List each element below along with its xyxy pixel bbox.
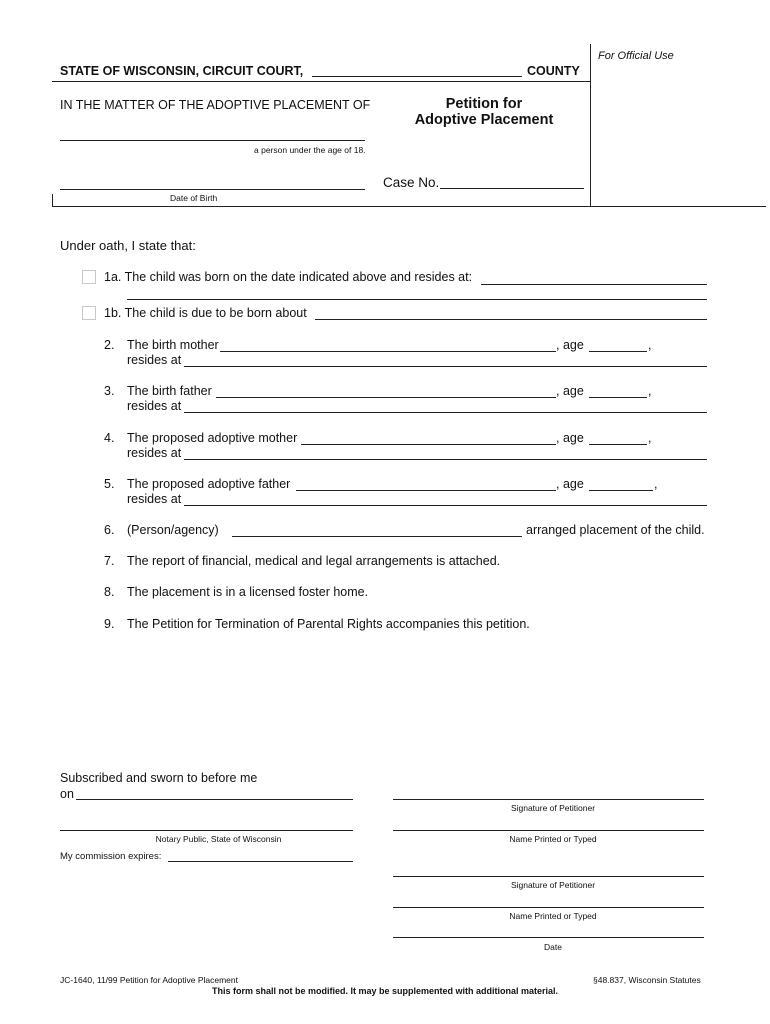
- adoptive-mother-name-field[interactable]: [301, 444, 556, 445]
- item-1b-date-field[interactable]: [315, 319, 707, 320]
- item-8-text: The placement is in a licensed foster home.: [127, 585, 369, 599]
- birth-mother-age-field[interactable]: [589, 351, 647, 352]
- item-5-age-label: , age: [556, 477, 584, 491]
- petitioner-2-name-label: Name Printed or Typed: [509, 911, 597, 921]
- signature-date-field[interactable]: [393, 937, 704, 938]
- adoptive-father-name-field[interactable]: [296, 490, 556, 491]
- petitioner-1-name-label: Name Printed or Typed: [509, 834, 597, 844]
- adoptive-father-address-field[interactable]: [184, 505, 707, 506]
- birth-father-name-field[interactable]: [216, 397, 556, 398]
- statute-reference: §48.837, Wisconsin Statutes: [593, 975, 701, 985]
- petitioner-1-name-field[interactable]: [393, 830, 704, 831]
- official-use-divider: [590, 44, 591, 206]
- item-3-text: The birth father: [127, 384, 212, 398]
- county-name-field[interactable]: [312, 76, 522, 77]
- item-1b-text: 1b. The child is due to be born about: [104, 306, 307, 320]
- state-court-label: STATE OF WISCONSIN, CIRCUIT COURT,: [60, 64, 304, 78]
- item-5-comma: ,: [654, 477, 658, 491]
- on-label: on: [60, 787, 74, 801]
- title-line-2: Adoptive Placement: [414, 112, 554, 128]
- item-9-number: 9.: [104, 617, 115, 631]
- item-3-resides-label: resides at: [127, 399, 182, 413]
- header-divider: [52, 81, 590, 82]
- birth-mother-name-field[interactable]: [220, 351, 556, 352]
- commission-expires-field[interactable]: [168, 861, 353, 862]
- item-2-text: The birth mother: [127, 338, 219, 352]
- item-1b-checkbox[interactable]: [82, 306, 96, 320]
- item-6-text: (Person/agency): [127, 523, 219, 537]
- adoptive-mother-address-field[interactable]: [184, 459, 707, 460]
- item-1a-address-line-2[interactable]: [127, 299, 707, 300]
- item-5-text: The proposed adoptive father: [127, 477, 291, 491]
- sworn-date-field[interactable]: [76, 799, 353, 800]
- header-bottom-rule: [52, 206, 766, 207]
- title-line-1: Petition for: [445, 96, 523, 112]
- item-4-comma: ,: [648, 431, 652, 445]
- item-4-age-label: , age: [556, 431, 584, 445]
- item-3-age-label: , age: [556, 384, 584, 398]
- petitioner-2-signature-field[interactable]: [393, 876, 704, 877]
- person-under-18-label: a person under the age of 18.: [254, 145, 366, 155]
- matter-label: IN THE MATTER OF THE ADOPTIVE PLACEMENT OF: [60, 98, 371, 112]
- date-of-birth-field[interactable]: [60, 189, 365, 190]
- item-4-text: The proposed adoptive mother: [127, 431, 298, 445]
- commission-label: My commission expires:: [60, 851, 162, 862]
- signature-date-label: Date: [544, 942, 562, 952]
- birth-father-age-field[interactable]: [589, 397, 647, 398]
- item-3-comma: ,: [648, 384, 652, 398]
- item-5-resides-label: resides at: [127, 492, 182, 506]
- notary-signature-field[interactable]: [60, 830, 353, 831]
- person-agency-field[interactable]: [232, 536, 522, 537]
- petitioner-1-signature-field[interactable]: [393, 799, 704, 800]
- item-1a-text: 1a. The child was born on the date indicated above and resides at:: [104, 270, 473, 284]
- modification-notice: This form shall not be modified. It may be supplemented with additional material.: [211, 986, 559, 996]
- item-2-resides-label: resides at: [127, 353, 182, 367]
- birth-father-address-field[interactable]: [184, 412, 707, 413]
- case-no-label: Case No.: [383, 175, 440, 190]
- petitioner-2-signature-label: Signature of Petitioner: [510, 880, 596, 890]
- item-1a-address-field[interactable]: [481, 284, 707, 285]
- petitioner-1-signature-label: Signature of Petitioner: [510, 803, 596, 813]
- child-name-field[interactable]: [60, 140, 365, 141]
- form-id: JC-1640, 11/99 Petition for Adoptive Placement: [60, 975, 238, 985]
- item-7-text: The report of financial, medical and legal arrangements is attached.: [127, 554, 501, 568]
- petitioner-2-name-field[interactable]: [393, 907, 704, 908]
- item-2-comma: ,: [648, 338, 652, 352]
- subscribed-label: Subscribed and sworn to before me: [60, 771, 258, 785]
- item-8-number: 8.: [104, 585, 115, 599]
- oath-statement: Under oath, I state that:: [60, 238, 196, 253]
- header-left-tick: [52, 194, 53, 206]
- birth-mother-address-field[interactable]: [184, 366, 707, 367]
- item-5-number: 5.: [104, 477, 115, 491]
- item-4-resides-label: resides at: [127, 446, 182, 460]
- item-6-number: 6.: [104, 523, 115, 537]
- item-4-number: 4.: [104, 431, 115, 445]
- case-no-field[interactable]: [440, 188, 584, 189]
- item-1a-checkbox[interactable]: [82, 270, 96, 284]
- item-9-text: The Petition for Termination of Parental Rights accompanies this petition.: [127, 617, 530, 631]
- item-3-number: 3.: [104, 384, 115, 398]
- county-label: COUNTY: [527, 64, 580, 78]
- item-6-suffix: arranged placement of the child.: [526, 523, 705, 537]
- item-2-age-label: , age: [556, 338, 584, 352]
- item-2-number: 2.: [104, 338, 115, 352]
- notary-label: Notary Public, State of Wisconsin: [155, 834, 282, 844]
- adoptive-father-age-field[interactable]: [589, 490, 653, 491]
- official-use-label: For Official Use: [598, 50, 674, 62]
- adoptive-mother-age-field[interactable]: [589, 444, 647, 445]
- date-of-birth-label: Date of Birth: [170, 193, 218, 203]
- item-7-number: 7.: [104, 554, 115, 568]
